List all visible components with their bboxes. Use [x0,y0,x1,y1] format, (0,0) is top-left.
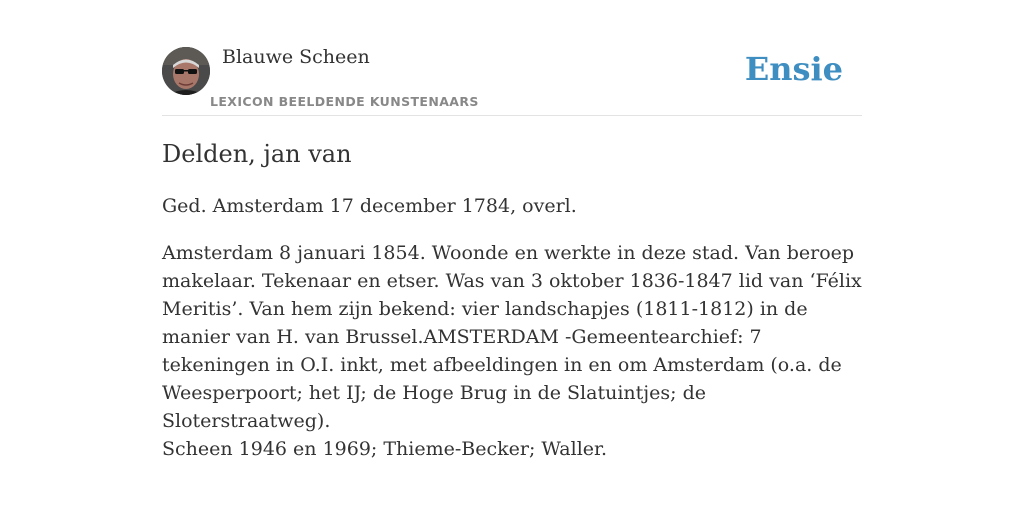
author-name[interactable]: Blauwe Scheen [222,46,370,68]
brand-logo[interactable]: Ensie [744,50,843,88]
article-paragraph-1: Ged. Amsterdam 17 december 1784, overl. [162,195,577,217]
category-label[interactable]: LEXICON BEELDENDE KUNSTENAARS [210,94,479,109]
article-paragraph-3: Scheen 1946 en 1969; Thieme-Becker; Waller. [162,438,608,460]
page-container [162,0,862,460]
article-paragraph-2: Amsterdam 8 januari 1854. Woonde en werkte in deze stad. Van beroep makelaar. Tekenaar en etser. Was van 3 oktober 1836-1847 lid van ‘Félix Meritis’. Van hem zijn bekend: vier landschapjes (1811-1812) in de manier van H. van Brussel.AMSTERDAM -Gemeentearchief: 7 tekeningen in O.I. inkt, met afbeeldingen in en om Amsterdam (o.a. de Weesperpoort; het IJ; de Hoge Brug in de Slatuintjes; de Sloterstraatweg). [162,242,862,432]
article-title: Delden, jan van [162,140,352,168]
avatar[interactable] [162,47,210,95]
page-header [162,0,862,116]
author-photo-icon [162,47,210,95]
